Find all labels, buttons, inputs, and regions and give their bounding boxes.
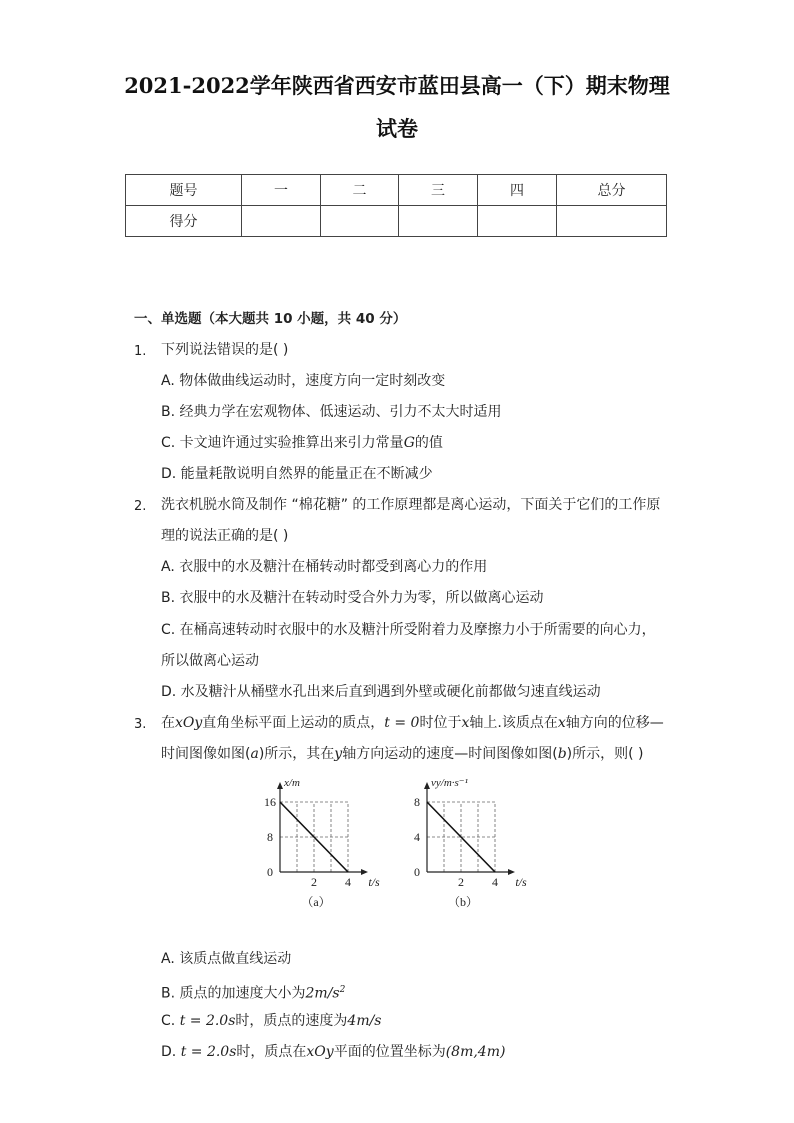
- option-d-time: t = 2.0s: [180, 1044, 237, 1060]
- y-tick-label: 8: [414, 795, 420, 809]
- option-c-letter: C.: [161, 1013, 180, 1029]
- question-2-stem-line2: 理的说法正确的是( ): [161, 528, 289, 544]
- y-tick-label: 16: [264, 795, 276, 809]
- option-c-text: C. 卡文迪许通过实验推算出来引力常量: [161, 435, 404, 451]
- question-3-stem-line2: [161, 745, 644, 763]
- question-1-stem: 下列说法错误的是( ): [161, 342, 289, 358]
- score-table: [125, 174, 667, 237]
- y-axis-label: x/m: [284, 777, 300, 789]
- score-cell-2[interactable]: [321, 206, 399, 237]
- stem-text: 轴方向的位移—: [565, 715, 664, 731]
- x-tick-label: 2: [311, 875, 317, 889]
- x-axis-label: t/s: [368, 875, 380, 889]
- y-axis-label: vy/m·s⁻¹: [431, 777, 468, 789]
- y-tick-label: 8: [267, 830, 273, 844]
- question-3-option-c: [161, 1012, 382, 1030]
- header-cell-1: 一: [242, 175, 321, 206]
- stem-text: 轴方向运动的速度—时间图像如图(: [342, 746, 558, 762]
- x-tick-label: 4: [492, 875, 498, 889]
- x-tick-label: 2: [458, 875, 464, 889]
- option-d-coordinate: (8m,4m): [445, 1044, 506, 1060]
- question-number-2: 2.: [134, 499, 147, 514]
- score-table-header-row: [126, 175, 667, 206]
- stem-var: xOy: [175, 715, 203, 731]
- y-tick-label: 0: [414, 865, 420, 879]
- score-cell-4[interactable]: [478, 206, 557, 237]
- x-axis-arrow: [361, 869, 368, 875]
- option-c-value: 4m/s: [347, 1013, 382, 1029]
- question-1-option-c: [161, 434, 443, 452]
- stem-text: 时间图像如图(: [161, 746, 251, 762]
- question-3-option-d: [161, 1043, 505, 1061]
- y-tick-label: 4: [414, 830, 420, 844]
- header-cell-3: 三: [399, 175, 478, 206]
- stem-var: x: [557, 715, 566, 731]
- question-2-option-c-line1: C. 在桶高速转动时衣服中的水及糖汁所受附着力及摩擦力小于所需要的向心力，: [161, 622, 656, 638]
- question-2-option-a: A. 衣服中的水及糖汁在桶转动时都受到离心力的作用: [161, 559, 488, 575]
- stem-text: 在: [161, 715, 175, 731]
- score-cell-3[interactable]: [399, 206, 478, 237]
- y-axis-arrow: [277, 782, 283, 789]
- x-axis-label: t/s: [515, 875, 527, 889]
- option-c-variable: G: [403, 435, 415, 451]
- stem-text: 轴上.该质点在: [469, 715, 558, 731]
- score-row-label: 得分: [126, 206, 242, 237]
- option-b-text: B. 质点的加速度大小为: [161, 985, 306, 1002]
- option-d-letter: D.: [161, 1044, 181, 1060]
- figure-caption: （b）: [447, 895, 479, 909]
- score-cell-1[interactable]: [242, 206, 321, 237]
- header-cell-2: 二: [321, 175, 399, 206]
- stem-var: b: [557, 746, 567, 762]
- header-cell-4: 四: [478, 175, 557, 206]
- question-3-stem-line1: [161, 714, 664, 732]
- graph-a-displacement-time: [258, 768, 378, 910]
- stem-var: y: [334, 746, 343, 762]
- header-cell-label: 题号: [126, 175, 242, 206]
- stem-var: t = 0: [384, 715, 420, 731]
- question-number-1: 1.: [134, 344, 147, 359]
- option-d-variable: xOy: [306, 1044, 334, 1060]
- question-2-stem-line1: 洗衣机脱水筒及制作 “棉花糖” 的工作原理都是离心运动，下面关于它们的工作原: [161, 497, 661, 513]
- stem-text: 时位于: [419, 715, 462, 731]
- question-1-option-b: B. 经典力学在宏观物体、低速运动、引力不太大时适用: [161, 404, 502, 420]
- x-axis-arrow: [508, 869, 515, 875]
- stem-var: a: [250, 746, 259, 762]
- option-b-exponent: 2: [339, 985, 346, 995]
- stem-text: )所示，其在: [258, 746, 335, 762]
- option-c-text: 时，质点的速度为: [235, 1013, 348, 1029]
- y-tick-label: 0: [267, 865, 273, 879]
- graph-b-velocity-time: [405, 768, 535, 910]
- question-3-option-a: A. 该质点做直线运动: [161, 951, 292, 967]
- stem-text: )所示，则( ): [566, 746, 644, 762]
- score-cell-total[interactable]: [557, 206, 667, 237]
- option-d-text: 时，质点在: [236, 1044, 307, 1060]
- y-axis-arrow: [424, 782, 430, 789]
- question-2-option-d: D. 水及糖汁从桶壁水孔出来后直到遇到外壁或硬化前都做匀速直线运动: [161, 684, 601, 700]
- option-d-text2: 平面的位置坐标为: [333, 1044, 446, 1060]
- section-heading: 一、单选题（本大题共 10 小题，共 40 分）: [134, 311, 407, 327]
- stem-var: x: [461, 715, 470, 731]
- option-c-tail: 的值: [414, 435, 443, 451]
- option-b-value: 2m/s: [305, 985, 340, 1002]
- question-2-option-c-line2: 所以做离心运动: [161, 653, 259, 669]
- x-tick-label: 4: [345, 875, 351, 889]
- question-3-option-b: [161, 981, 345, 1003]
- question-number-3: 3.: [134, 717, 147, 732]
- paper-title-line1: 2021-2022学年陕西省西安市蓝田县高一（下）期末物理: [124, 73, 670, 98]
- option-c-time: t = 2.0s: [179, 1013, 236, 1029]
- score-table-score-row: [126, 206, 667, 237]
- figure-caption: （a）: [301, 895, 331, 909]
- paper-title-line2: 试卷: [376, 116, 418, 141]
- header-cell-total: 总分: [557, 175, 667, 206]
- question-2-option-b: B. 衣服中的水及糖汁在转动时受合外力为零，所以做离心运动: [161, 590, 544, 606]
- question-1-option-a: A. 物体做曲线运动时，速度方向一定时刻改变: [161, 373, 446, 389]
- stem-text: 直角坐标平面上运动的质点，: [202, 715, 385, 731]
- question-1-option-d: D. 能量耗散说明自然界的能量正在不断减少: [161, 466, 433, 482]
